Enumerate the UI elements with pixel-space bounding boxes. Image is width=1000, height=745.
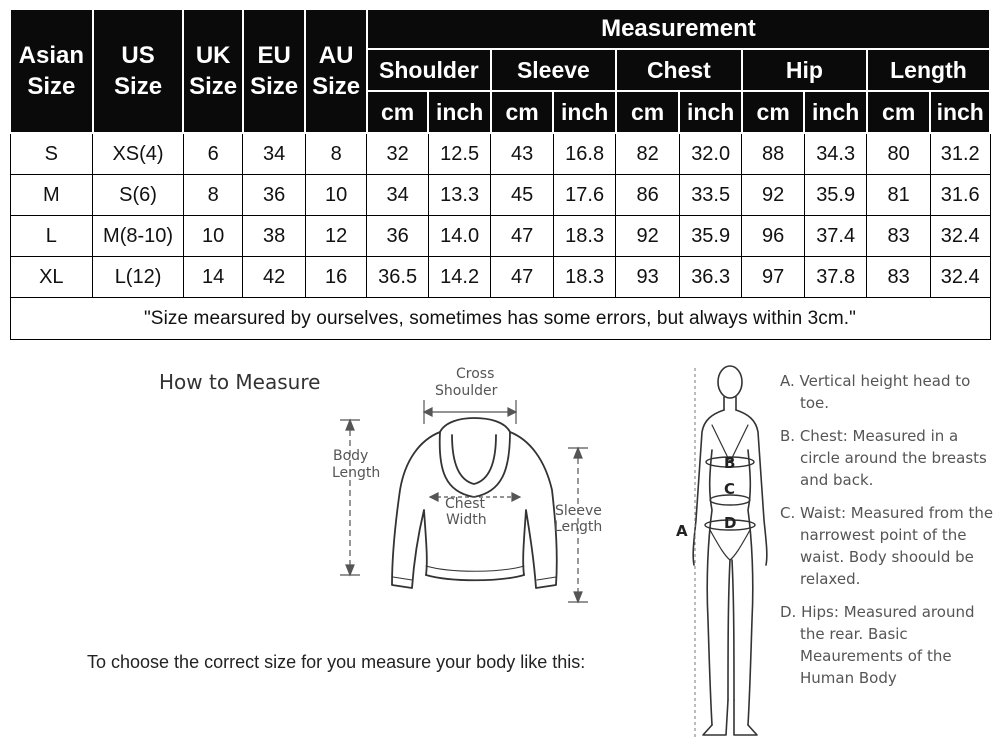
figure-label-d: D [724,514,737,532]
header-sleeve: Sleeve [491,49,616,91]
cell-shoulder-inch: 12.5 [428,133,491,175]
cell-shoulder-cm: 36.5 [367,257,429,298]
cell-chest-cm: 86 [616,175,680,216]
cell-au-size: 16 [305,257,367,298]
cell-chest-inch: 32.0 [679,133,742,175]
cell-chest-cm: 93 [616,257,680,298]
legend-item-b: B. Chest: Measured in a circle around the breasts and back. [780,427,987,489]
cell-sleeve-inch: 18.3 [553,257,616,298]
label-cross: Cross [456,366,495,382]
cell-us-size: L(12) [93,257,184,298]
cell-sleeve-inch: 18.3 [553,216,616,257]
figure-label-b: B [724,454,736,472]
header-us-size: US Size [93,9,184,133]
cell-hip-cm: 96 [742,216,805,257]
cell-sleeve-inch: 17.6 [553,175,616,216]
header-length: Length [867,49,990,91]
cell-hip-cm: 97 [742,257,805,298]
table-row [10,133,990,175]
cell-chest-inch: 36.3 [679,257,742,298]
cell-hip-inch: 34.3 [804,133,867,175]
header-chest: Chest [616,49,742,91]
unit-cm: cm [491,91,554,133]
header-shoulder: Shoulder [367,49,491,91]
legend-item-c: C. Waist: Measured from the narrowest point of the waist. Body shoould be relaxed. [780,504,994,588]
table-row [10,216,990,257]
cell-length-cm: 81 [867,175,931,216]
cell-length-inch: 31.6 [930,175,990,216]
header-uk-size: UK Size [183,9,242,133]
cell-hip-cm: 92 [742,175,805,216]
size-table-body [10,133,990,340]
header-eu-size: EU Size [243,9,306,133]
cell-uk-size: 10 [183,216,242,257]
cell-hip-inch: 37.8 [804,257,867,298]
figure-label-a: A [676,522,688,540]
table-row [10,257,990,298]
unit-cm: cm [367,91,429,133]
unit-cm: cm [867,91,931,133]
label-body-length: Length [332,465,381,481]
cell-sleeve-cm: 47 [491,257,554,298]
cell-sleeve-cm: 43 [491,133,554,175]
cell-shoulder-inch: 14.0 [428,216,491,257]
legend-item-d: D. Hips: Measured around the rear. Basic Meaurements of the Human Body [780,603,975,687]
cell-length-inch: 31.2 [930,133,990,175]
header-asian-size: Asian Size [10,9,93,133]
unit-inch: inch [428,91,491,133]
unit-cm: cm [742,91,805,133]
cell-chest-inch: 33.5 [679,175,742,216]
label-shoulder: Shoulder [435,383,498,399]
cell-eu-size: 34 [243,133,306,175]
cell-au-size: 10 [305,175,367,216]
label-sleeve-length: Length [554,519,603,535]
label-body: Body [333,448,369,464]
unit-inch: inch [804,91,867,133]
cell-eu-size: 36 [243,175,306,216]
figure-label-c: C [724,480,736,498]
cell-shoulder-inch: 13.3 [428,175,491,216]
cell-hip-inch: 35.9 [804,175,867,216]
measurement-legend [780,370,995,700]
cell-uk-size: 14 [183,257,242,298]
cell-us-size: S(6) [93,175,184,216]
cell-us-size: XS(4) [93,133,184,175]
cell-eu-size: 42 [243,257,306,298]
cell-sleeve-cm: 47 [491,216,554,257]
measure-instruction: To choose the correct size for you measure your body like this: [87,652,586,672]
cell-uk-size: 6 [183,133,242,175]
cell-length-cm: 80 [867,133,931,175]
body-figure [693,366,767,735]
size-chart-table [9,8,991,340]
cell-shoulder-inch: 14.2 [428,257,491,298]
cell-hip-cm: 88 [742,133,805,175]
cell-shoulder-cm: 36 [367,216,429,257]
label-chest-width: Width [446,512,487,528]
label-sleeve: Sleeve [555,503,602,519]
header-hip: Hip [742,49,867,91]
measurement-note: "Size mearsured by ourselves, sometimes has some errors, but always within 3cm." [10,298,990,340]
cell-au-size: 8 [305,133,367,175]
cell-length-inch: 32.4 [930,216,990,257]
cell-sleeve-cm: 45 [491,175,554,216]
table-row [10,175,990,216]
cell-shoulder-cm: 34 [367,175,429,216]
how-to-measure-title: How to Measure [159,370,321,394]
cell-chest-inch: 35.9 [679,216,742,257]
cell-sleeve-inch: 16.8 [553,133,616,175]
cell-asian-size: S [10,133,93,175]
cell-us-size: M(8-10) [93,216,184,257]
cell-chest-cm: 92 [616,216,680,257]
cell-shoulder-cm: 32 [367,133,429,175]
cell-length-inch: 32.4 [930,257,990,298]
cell-asian-size: L [10,216,93,257]
unit-cm: cm [616,91,680,133]
cell-hip-inch: 37.4 [804,216,867,257]
cell-length-cm: 83 [867,257,931,298]
unit-inch: inch [930,91,990,133]
cell-eu-size: 38 [243,216,306,257]
legend-item-a: A. Vertical height head to toe. [780,372,971,412]
header-measurement: Measurement [367,9,990,49]
cell-asian-size: XL [10,257,93,298]
cell-au-size: 12 [305,216,367,257]
header-au-size: AU Size [305,9,367,133]
cell-chest-cm: 82 [616,133,680,175]
cell-length-cm: 83 [867,216,931,257]
unit-inch: inch [679,91,742,133]
cell-uk-size: 8 [183,175,242,216]
unit-inch: inch [553,91,616,133]
label-chest: Chest [445,496,486,512]
body-measure-lines [695,368,755,738]
cell-asian-size: M [10,175,93,216]
